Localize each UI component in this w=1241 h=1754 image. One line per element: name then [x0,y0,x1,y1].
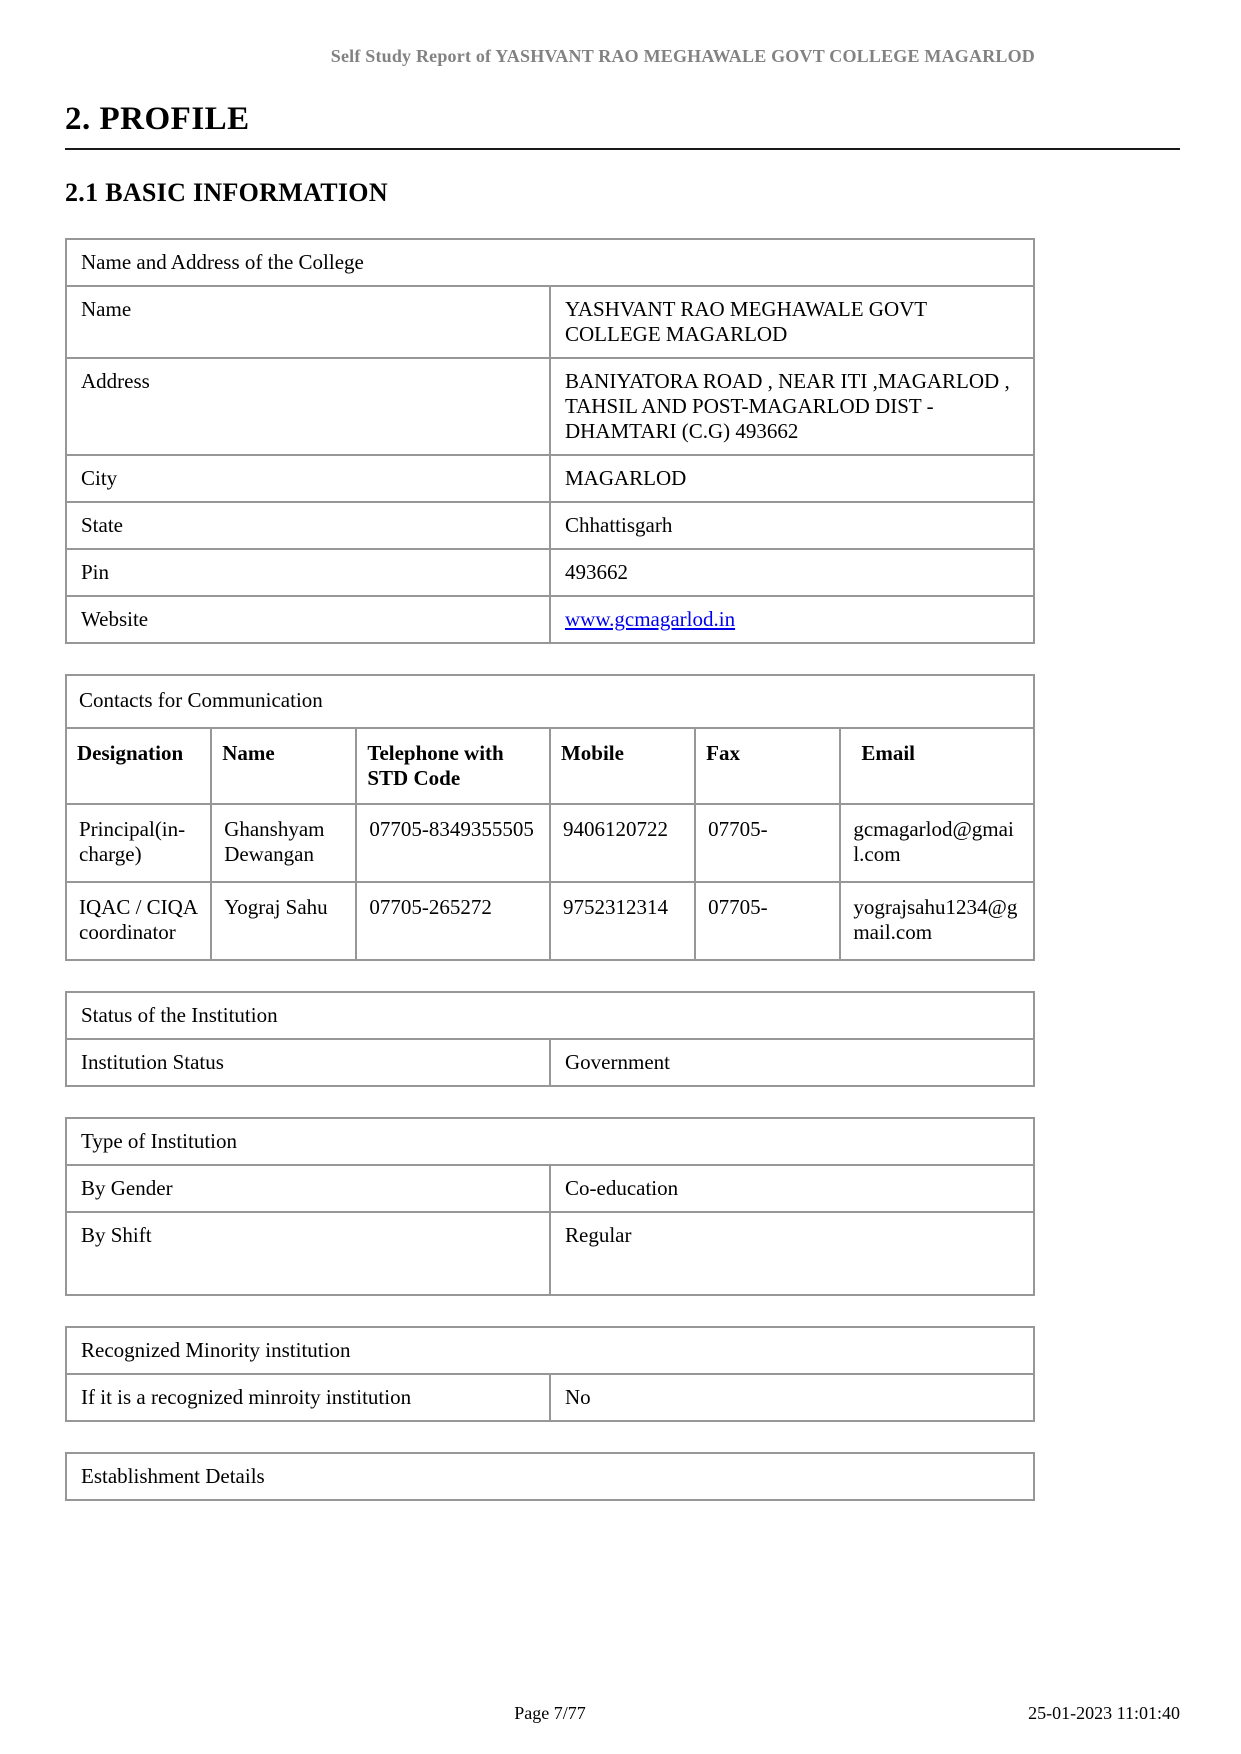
row-value: Government [550,1039,1034,1086]
table-row-address [66,358,1034,455]
college-info-table [65,238,1035,644]
row-label: By Shift [66,1212,550,1295]
row-value: Chhattisgarh [550,502,1034,549]
establishment-table [65,1452,1035,1501]
row-value: 493662 [550,549,1034,596]
running-header: Self Study Report of YASHVANT RAO MEGHAWALE GOVT COLLEGE MAGARLOD [330,46,1035,66]
table-title-row [66,1453,1034,1500]
row-value: MAGARLOD [550,455,1034,502]
column-header-telephone: Telephone with STD Code [356,728,550,804]
college-table-title: Name and Address of the College [66,239,1034,286]
type-table [65,1117,1035,1296]
column-header-name: Name [211,728,356,804]
row-label: By Gender [66,1165,550,1212]
row-label: City [66,455,550,502]
row-label: If it is a recognized minroity institution [66,1374,550,1421]
status-table-title: Status of the Institution [66,992,1034,1039]
table-title-row [66,675,1034,728]
website-link[interactable]: www.gcmagarlod.in [565,607,736,631]
table-row-name [66,286,1034,358]
row-value [550,596,1034,643]
table-row-city [66,455,1034,502]
contact-name: Yograj Sahu [211,882,356,960]
table-title-row [66,1118,1034,1165]
table-title-row [66,992,1034,1039]
timestamp: 25-01-2023 11:01:40 [1028,1703,1180,1723]
type-table-title: Type of Institution [66,1118,1034,1165]
page-footer [65,1703,1180,1724]
table-row-website [66,596,1034,643]
column-header-email: Email [840,728,1034,804]
row-label: Institution Status [66,1039,550,1086]
contact-telephone: 07705-265272 [356,882,550,960]
contacts-table [65,674,1035,961]
row-value: YASHVANT RAO MEGHAWALE GOVT COLLEGE MAGARLOD [550,286,1034,358]
contact-row-principal [66,804,1034,882]
contact-mobile: 9752312314 [550,882,695,960]
row-value: BANIYATORA ROAD , NEAR ITI ,MAGARLOD , TAHSIL AND POST-MAGARLOD DIST - DHAMTARI (C.G) 493662 [550,358,1034,455]
table-title-row [66,1327,1034,1374]
contact-email: yograjsahu1234@gmail.com [840,882,1034,960]
row-label: Pin [66,549,550,596]
minority-table [65,1326,1035,1422]
page-number: Page 7/77 [514,1703,586,1723]
section-title: 2.1 BASIC INFORMATION [65,178,388,207]
contact-designation: Principal(in-charge) [66,804,211,882]
contacts-table-title: Contacts for Communication [66,675,1034,728]
table-row-pin [66,549,1034,596]
table-title-row [66,239,1034,286]
contact-email: gcmagarlod@gmail.com [840,804,1034,882]
row-label: Name [66,286,550,358]
table-row-by-shift [66,1212,1034,1295]
establishment-table-title: Establishment Details [66,1453,1034,1500]
row-label: State [66,502,550,549]
contact-fax: 07705- [695,882,840,960]
row-label: Website [66,596,550,643]
table-row-by-gender [66,1165,1034,1212]
contacts-header-row [66,728,1034,804]
column-header-designation: Designation [66,728,211,804]
contact-fax: 07705- [695,804,840,882]
row-value: No [550,1374,1034,1421]
row-value: Co-education [550,1165,1034,1212]
row-value: Regular [550,1212,1034,1295]
contact-designation: IQAC / CIQA coordinator [66,882,211,960]
contact-row-iqac [66,882,1034,960]
page-title: 2. PROFILE [65,101,1180,150]
contact-mobile: 9406120722 [550,804,695,882]
contact-name: Ghanshyam Dewangan [211,804,356,882]
column-header-fax: Fax [695,728,840,804]
minority-table-title: Recognized Minority institution [66,1327,1034,1374]
table-row-minority [66,1374,1034,1421]
table-row-institution-status [66,1039,1034,1086]
table-row-state [66,502,1034,549]
column-header-mobile: Mobile [550,728,695,804]
row-label: Address [66,358,550,455]
status-table [65,991,1035,1087]
contact-telephone: 07705-8349355505 [356,804,550,882]
